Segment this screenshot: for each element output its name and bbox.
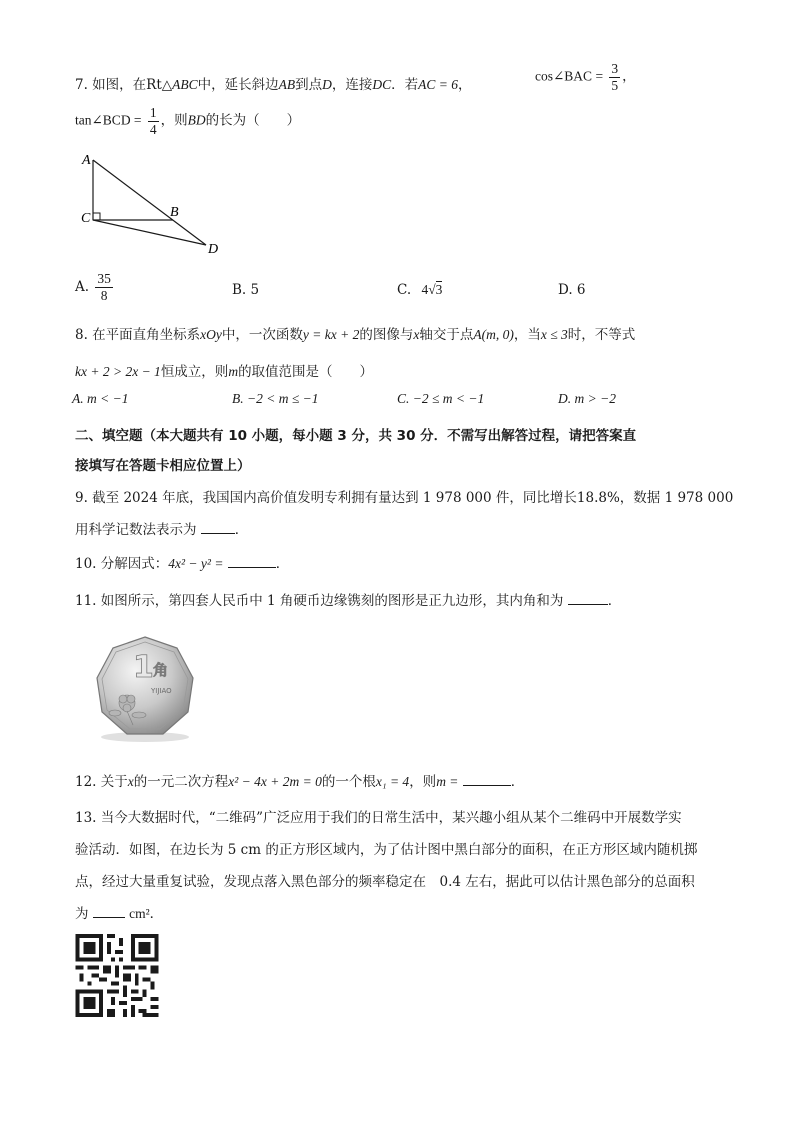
q8-line1: 8. 在平面直角坐标系xOy中，一次函数y = kx + 2的图像与x轴交于点A(m, 0)，当x ≤ 3时，不等式 (75, 327, 636, 343)
section-heading-line2: 接填写在答题卡相应位置上） (75, 458, 251, 474)
q13-line1: 13. 当今大数据时代，“二维码”广泛应用于我们的日常生活中，某兴趣小组从某个二维码中开展数学实 (75, 810, 682, 826)
label-c: C (81, 211, 91, 226)
q7-option-c: C. 4√3 (397, 282, 443, 298)
q7-line1: 7. 如图，在Rt△ABC中，延长斜边AB到点D，连接DC．若AC = 6， (75, 77, 472, 93)
qr-code-figure (74, 934, 160, 1017)
q13-line3: 点，经过大量重复试验，发现点落入黑色部分的频率稳定在 0.4 左右，据此可以估计黑色部分的总面积 (75, 874, 695, 890)
q7-cos-expression: cos∠BAC = $\frac{3}{5}$ ， (535, 61, 636, 93)
q8-option-a: A. m < −1 (72, 391, 129, 406)
section-heading-line1: 二、填空题（本大题共有 10 小题，每小题 3 分，共 30 分．不需写出解答过程，请把答案直 (75, 428, 637, 444)
answer-blank (93, 903, 125, 918)
answer-blank (568, 590, 608, 605)
q9-line1: 9. 截至 2024 年底，我国国内高价值发明专利拥有量达到 1 978 000 件，同比增长18.8%，数据 1 978 000 (75, 490, 734, 506)
triangle-figure (78, 150, 228, 260)
answer-blank (463, 771, 511, 786)
tan-fraction: $\frac{1}{4}$ (149, 105, 157, 137)
q13-line4: 为 cm²． (75, 902, 163, 922)
q8-option-c: C. −2 ≤ m < −1 (397, 391, 485, 406)
cos-fraction: $\frac{3}{5}$ (611, 61, 619, 93)
coin-figure (93, 633, 198, 745)
q8-option-b: B. −2 < m ≤ −1 (232, 391, 319, 406)
coin-digit: 1 (133, 650, 154, 685)
q8-option-d: D. m > −2 (558, 391, 616, 406)
q11-line: 11. 如图所示，第四套人民币中 1 角硬币边缘镌刻的图形是正九边形，其内角和为 ． (75, 589, 621, 609)
q7-option-d: D. 6 (558, 282, 586, 298)
q9-line2: 用科学记数法表示为 ． (75, 518, 248, 538)
right-angle-mark (93, 213, 100, 220)
answer-blank (201, 519, 235, 534)
q12-line: 12. 关于x的一元二次方程x² − 4x + 2m = 0的一个根x₁ = 4，则m = ． (75, 770, 524, 790)
q7-line2: tan∠BCD = $\frac{1}{4}$ ，则BD的长为（ ） (75, 105, 301, 137)
sqrt-symbol: √ (428, 282, 436, 297)
coin-char: 角 (153, 661, 169, 679)
q8-line2: kx + 2 > 2x − 1恒成立，则m的取值范围是（ ） (75, 364, 374, 380)
q10-line: 10. 分解因式：4x² − y² = ． (75, 552, 289, 572)
label-a: A (82, 153, 91, 168)
q7-option-a: A. $\frac{35}{8}$ (75, 271, 111, 303)
answer-blank (228, 553, 276, 568)
coin-pinyin: YIJIAO (151, 687, 172, 695)
label-d: D (208, 242, 219, 257)
q13-line2: 验活动．如图，在边长为 5 cm 的正方形区域内，为了估计图中黑白部分的面积，在正方形区域内随机掷 (75, 842, 698, 858)
q7-option-b: B. 5 (232, 282, 260, 298)
label-b: B (170, 205, 179, 220)
